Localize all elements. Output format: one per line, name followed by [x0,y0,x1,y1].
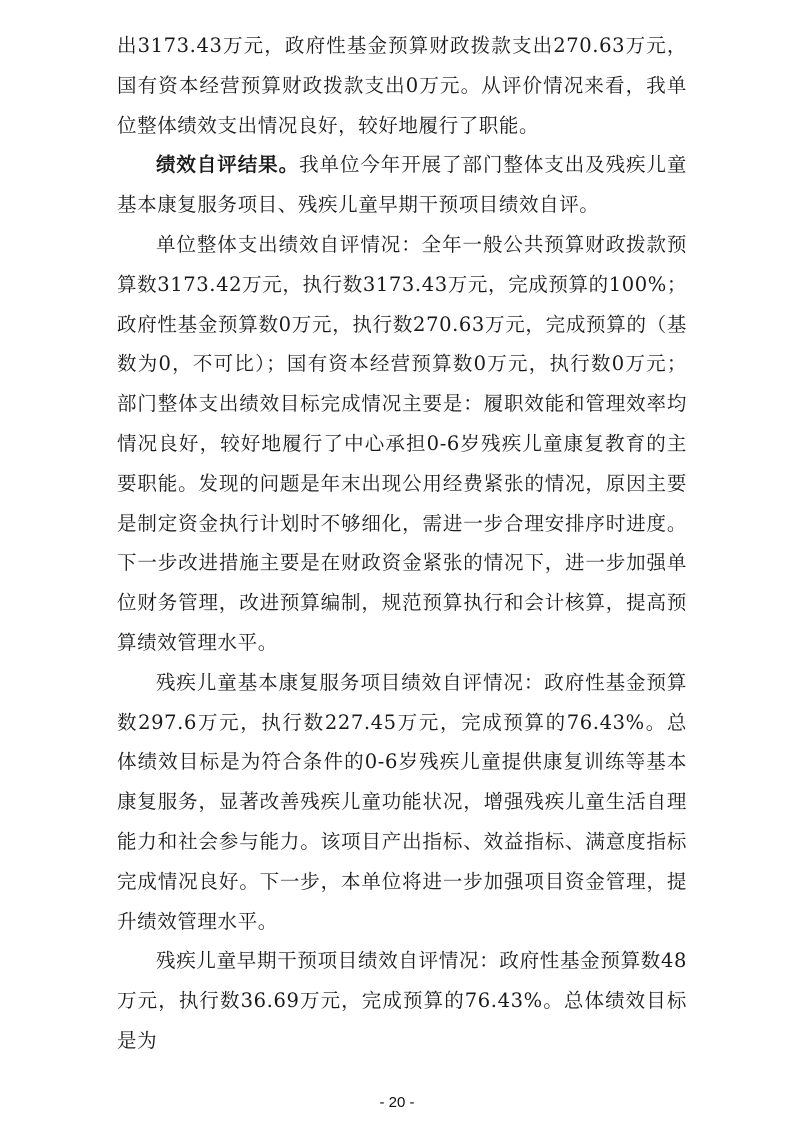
paragraph-text: 出3173.43万元，政府性基金预算财政拨款支出270.63万元，国有资本经营预算财政拨款支出0万元。从评价情况来看，我单位整体绩效支出情况良好，较好地履行了职能。 [117,34,687,137]
paragraph-text: 残疾儿童早期干预项目绩效自评情况：政府性基金预算数48万元，执行数36.69万元，完成预算的76.43%。总体绩效目标是为 [117,949,687,1052]
paragraph-basic-rehabilitation-project [117,663,687,942]
paragraph-heading: 绩效自评结果。 [156,153,300,177]
paragraph-text: 残疾儿童基本康复服务项目绩效自评情况：政府性基金预算数297.6万元，执行数227.45万元，完成预算的76.43%。总体绩效目标是为符合条件的0-6岁残疾儿童提供康复训练等基本康复服务，显著改善残疾儿童功能状况，增强残疾儿童生活自理能力和社会参与能力。该项目产出指标、效益指标、满意度指标完成情况良好。下一步，本单位将进一步加强项目资金管理，提升绩效管理水平。 [117,670,687,933]
paragraph-text: 我单位今年开展了部门整体支出及残疾儿童基本康复服务项目、残疾儿童早期干预项目绩效自评。 [117,153,688,217]
paragraph-text: 单位整体支出绩效自评情况：全年一般公共预算财政拨款预算数3173.42万元，执行数3173.43万元，完成预算的100%；政府性基金预算数0万元，执行数270.63万元，完成预算的（基数为0，不可比）；国有资本经营预算数0万元，执行数0万元；部门整体支出绩效目标完成情况主要是：履职效能和管理效率均情况良好，较好地履行了中心承担0-6岁残疾儿童康复教育的主要职能。发现的问题是年末出现公用经费紧张的情况，原因主要是制定资金执行计划时不够细化，需进一步合理安排序时进度。下一步改进措施主要是在财政资金紧张的情况下，进一步加强单位财务管理，改进预算编制，规范预算执行和会计核算，提高预算绩效管理水平。 [117,232,687,654]
document-body [117,26,687,1061]
paragraph-self-evaluation-result [117,145,687,225]
paragraph-early-intervention-project [117,941,687,1060]
paragraph-overall-expenditure [117,225,687,663]
paragraph-continuation [117,26,687,145]
page-number: - 20 - [379,1094,415,1111]
